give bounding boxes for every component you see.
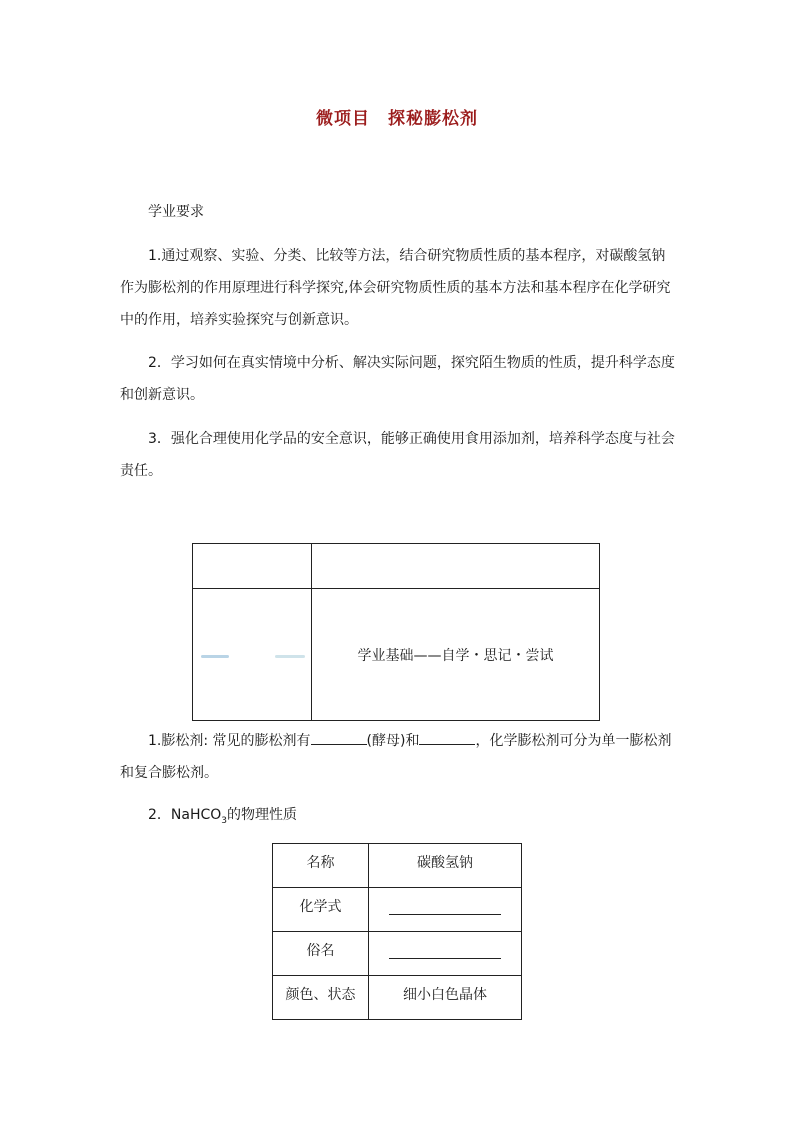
table-row (273, 888, 522, 932)
table-row (273, 844, 522, 888)
answer-blank[interactable] (389, 896, 501, 915)
table-cell-label: 颜色、状态 (273, 976, 369, 1020)
table-cell-value (369, 888, 522, 932)
requirement-item-3: 3．强化合理使用化学品的安全意识，能够正确使用食用添加剂，培养科学态度与社会责任。 (120, 431, 675, 479)
section-label: 学业基础——自学・思记・尝试 (357, 647, 554, 664)
table-cell-value (369, 932, 522, 976)
decoration-stroke (275, 655, 305, 658)
section-box (192, 543, 600, 721)
answer-blank[interactable] (419, 729, 475, 745)
requirement-item-2: 2．学习如何在真实情境中分析、解决实际问题，探究陌生物质的性质，提升科学态度和创新意识。 (120, 355, 675, 403)
table-cell-value: 细小白色晶体 (369, 976, 522, 1020)
requirement-item-1: 1.通过观察、实验、分类、比较等方法，结合研究物质性质的基本程序，对碳酸氢钠作为膨松剂的作用原理进行科学探究,体会研究物质性质的基本方法和基本程序在化学研究中的作用，培养实验探究与创新意识。 (120, 248, 671, 328)
question-2: 2．NaHCO$_3$的物理性质 (148, 807, 298, 826)
table-cell-label: 俗名 (273, 932, 369, 976)
question-1: 1.膨松剂: 常见的膨松剂有 (酵母)和 ，化学膨松剂可分为单一膨松剂和复合膨松剂。 (120, 725, 676, 789)
decoration-stroke (201, 655, 229, 658)
page-title: 微项目 探秘膨松剂 (316, 109, 478, 129)
requirements-heading: 学业要求 (148, 204, 204, 220)
answer-blank[interactable] (311, 729, 367, 745)
table-cell-label: 名称 (273, 844, 369, 888)
properties-table (272, 843, 522, 1020)
table-cell-value: 碳酸氢钠 (369, 844, 522, 888)
table-cell-label: 化学式 (273, 888, 369, 932)
table-row (273, 932, 522, 976)
table-row (273, 976, 522, 1020)
answer-blank[interactable] (389, 940, 501, 959)
